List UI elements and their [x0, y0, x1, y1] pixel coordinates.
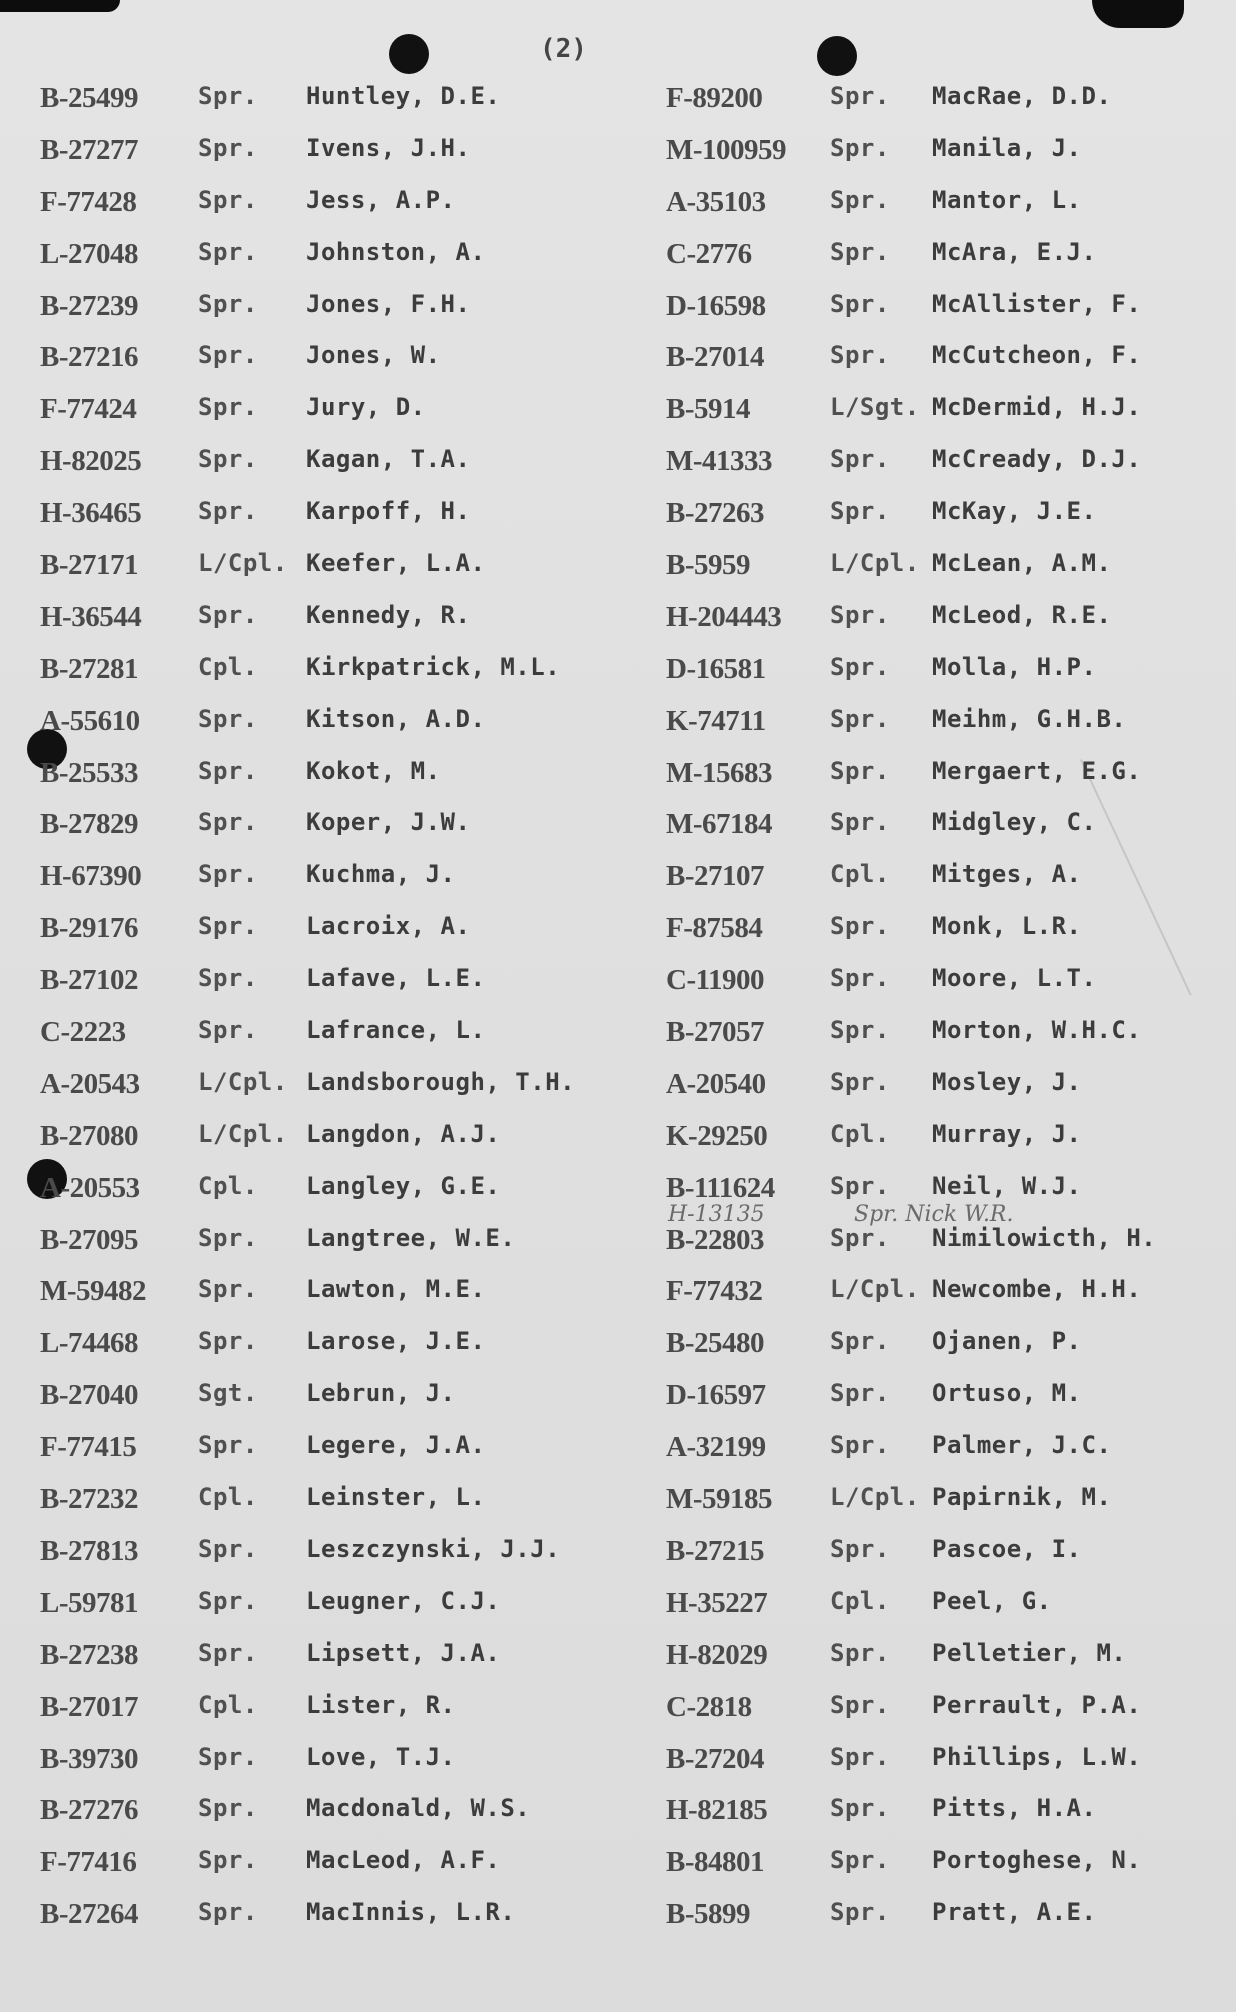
roster-entry — [666, 860, 1226, 912]
roster-entry — [666, 497, 1226, 549]
soldier-number: B-27281 — [40, 652, 138, 685]
soldier-name: Macdonald, W.S. — [306, 1794, 531, 1823]
soldier-rank: Cpl. — [830, 860, 890, 889]
soldier-name: Lawton, M.E. — [306, 1275, 486, 1304]
roster-entry — [40, 1327, 600, 1379]
soldier-rank: Spr. — [830, 964, 890, 993]
soldier-rank: Cpl. — [830, 1586, 890, 1615]
soldier-rank: Spr. — [198, 704, 258, 733]
roster-entry — [40, 1846, 600, 1898]
soldier-name: Kagan, T.A. — [306, 445, 471, 474]
soldier-rank: Spr. — [830, 1223, 890, 1252]
soldier-rank: Spr. — [830, 1690, 890, 1719]
soldier-rank: Spr. — [198, 1016, 258, 1045]
soldier-name: Leinster, L. — [306, 1483, 486, 1512]
soldier-number: D-16598 — [666, 289, 766, 322]
roster-entry — [40, 1587, 600, 1639]
roster-entry — [666, 1016, 1226, 1068]
soldier-name: Lebrun, J. — [306, 1379, 456, 1408]
soldier-number: B-27216 — [40, 341, 138, 374]
roster-entry — [40, 1535, 600, 1587]
soldier-name: Mitges, A. — [932, 860, 1082, 889]
soldier-rank: Spr. — [830, 756, 890, 785]
roster-entry — [40, 1016, 600, 1068]
soldier-number: F-87584 — [666, 912, 763, 945]
soldier-rank: Spr. — [830, 237, 890, 266]
roster-entry — [666, 238, 1226, 290]
soldier-number: B-5959 — [666, 549, 750, 582]
soldier-name: Papirnik, M. — [932, 1483, 1112, 1512]
soldier-name: Neil, W.J. — [932, 1171, 1082, 1200]
soldier-rank: Spr. — [198, 756, 258, 785]
soldier-name: Pelletier, M. — [932, 1638, 1127, 1667]
soldier-number: F-77415 — [40, 1431, 137, 1464]
soldier-number: A-55610 — [40, 704, 140, 737]
soldier-number: H-82185 — [666, 1794, 768, 1827]
soldier-rank: Spr. — [830, 185, 890, 214]
roster-entry — [40, 912, 600, 964]
soldier-name: Ojanen, P. — [932, 1327, 1082, 1356]
soldier-rank: Spr. — [830, 445, 890, 474]
soldier-name: Moore, L.T. — [932, 964, 1097, 993]
soldier-rank: Spr. — [830, 600, 890, 629]
soldier-number: H-36465 — [40, 497, 142, 530]
soldier-number: B-27813 — [40, 1534, 138, 1567]
soldier-rank: Spr. — [830, 133, 890, 162]
roster-entry — [40, 445, 600, 497]
soldier-rank: Spr. — [830, 1794, 890, 1823]
soldier-rank: L/Cpl. — [830, 549, 920, 578]
soldier-number: H-82029 — [666, 1638, 768, 1671]
soldier-name: MacRae, D.D. — [932, 82, 1112, 110]
soldier-rank: Spr. — [198, 1742, 258, 1771]
roster-entry — [40, 705, 600, 757]
soldier-number: B-27829 — [40, 808, 138, 841]
soldier-name: Pascoe, I. — [932, 1534, 1082, 1563]
soldier-rank: Spr. — [198, 185, 258, 214]
roster-entry — [666, 1379, 1226, 1431]
soldier-name: Palmer, J.C. — [932, 1431, 1112, 1460]
soldier-number: B-5914 — [666, 393, 750, 426]
soldier-number: B-27277 — [40, 133, 138, 166]
soldier-number: B-27276 — [40, 1794, 138, 1827]
soldier-rank: Spr. — [198, 133, 258, 162]
soldier-name: Jones, W. — [306, 341, 441, 370]
roster-entry — [666, 82, 1226, 134]
roster-entry — [40, 1431, 600, 1483]
soldier-number: H-36544 — [40, 600, 142, 633]
roster-entry — [666, 705, 1226, 757]
soldier-rank: Spr. — [830, 341, 890, 370]
soldier-number: K-74711 — [666, 704, 766, 737]
roster-entry — [666, 1691, 1226, 1743]
soldier-name: Kirkpatrick, M.L. — [306, 652, 561, 681]
soldier-rank: Spr. — [830, 1379, 890, 1408]
roster-entry — [40, 808, 600, 860]
soldier-rank: Spr. — [830, 912, 890, 941]
soldier-number: M-67184 — [666, 808, 773, 841]
soldier-name: Ortuso, M. — [932, 1379, 1082, 1408]
soldier-number: H-35227 — [666, 1586, 768, 1619]
torn-corner-top-right — [1092, 0, 1184, 28]
soldier-rank: Spr. — [198, 964, 258, 993]
roster-entry — [40, 1224, 600, 1276]
soldier-rank: L/Cpl. — [198, 1067, 288, 1096]
soldier-name: Jess, A.P. — [306, 185, 456, 214]
soldier-rank: Spr. — [198, 1431, 258, 1460]
soldier-name: Keefer, L.A. — [306, 549, 486, 578]
soldier-number: B-27204 — [666, 1742, 764, 1775]
roster-entry — [666, 1535, 1226, 1587]
soldier-rank: Spr. — [830, 1327, 890, 1356]
roster-entry — [40, 1275, 600, 1327]
roster-entry — [40, 757, 600, 809]
soldier-name: Landsborough, T.H. — [306, 1067, 576, 1096]
roster-entry — [40, 186, 600, 238]
soldier-number: L-27048 — [40, 237, 138, 270]
soldier-name: Monk, L.R. — [932, 912, 1082, 941]
soldier-number: F-77428 — [40, 185, 137, 218]
roster-entry — [40, 601, 600, 653]
soldier-number: A-35103 — [666, 185, 766, 218]
soldier-number: B-27017 — [40, 1690, 138, 1723]
soldier-number: B-27014 — [666, 341, 764, 374]
roster-entry — [666, 757, 1226, 809]
roster-entry — [40, 964, 600, 1016]
roster-entry — [666, 1587, 1226, 1639]
roster-entry — [666, 1275, 1226, 1327]
roster-entry — [40, 1743, 600, 1795]
soldier-name: Kokot, M. — [306, 756, 441, 785]
soldier-number: C-2776 — [666, 237, 752, 270]
soldier-number: H-82025 — [40, 445, 142, 478]
soldier-rank: Spr. — [198, 1846, 258, 1875]
soldier-name: Midgley, C. — [932, 808, 1097, 837]
soldier-name: Mergaert, E.G. — [932, 756, 1142, 785]
soldier-number: B-27171 — [40, 549, 138, 582]
soldier-name: Peel, G. — [932, 1586, 1052, 1615]
soldier-number: B-27232 — [40, 1483, 138, 1516]
soldier-rank: Spr. — [198, 445, 258, 474]
soldier-rank: Spr. — [198, 237, 258, 266]
soldier-rank: L/Sgt. — [830, 393, 920, 422]
roster-entry — [40, 1172, 600, 1224]
soldier-number: L-74468 — [40, 1327, 138, 1360]
soldier-rank: Spr. — [198, 497, 258, 526]
soldier-rank: Spr. — [198, 289, 258, 318]
soldier-number: B-111624 — [666, 1171, 775, 1204]
soldier-number: B-27095 — [40, 1223, 138, 1256]
roster-entry — [40, 238, 600, 290]
soldier-rank: Spr. — [198, 82, 258, 110]
soldier-number: M-100959 — [666, 133, 787, 166]
roster-entry — [40, 497, 600, 549]
roster-entry — [40, 1483, 600, 1535]
soldier-number: M-41333 — [666, 445, 773, 478]
soldier-number: B-27239 — [40, 289, 138, 322]
roster-entry — [40, 393, 600, 445]
soldier-number: A-32199 — [666, 1431, 766, 1464]
roster-entry — [40, 1639, 600, 1691]
roster-entry — [666, 1068, 1226, 1120]
soldier-name: McAra, E.J. — [932, 237, 1097, 266]
soldier-rank: Spr. — [830, 652, 890, 681]
soldier-name: Love, T.J. — [306, 1742, 456, 1771]
soldier-name: Karpoff, H. — [306, 497, 471, 526]
soldier-number: M-15683 — [666, 756, 773, 789]
soldier-rank: Cpl. — [198, 652, 258, 681]
soldier-rank: Spr. — [198, 600, 258, 629]
soldier-rank: Spr. — [198, 912, 258, 941]
soldier-rank: Spr. — [198, 808, 258, 837]
soldier-number: B-27215 — [666, 1534, 764, 1567]
soldier-number: A-20540 — [666, 1067, 766, 1100]
soldier-name: Phillips, L.W. — [932, 1742, 1142, 1771]
roster-entry — [666, 1898, 1226, 1950]
soldier-rank: Cpl. — [198, 1171, 258, 1200]
soldier-name: Portoghese, N. — [932, 1846, 1142, 1875]
soldier-number: B-27057 — [666, 1016, 764, 1049]
soldier-rank: Spr. — [198, 341, 258, 370]
roster-entry — [666, 1794, 1226, 1846]
soldier-rank: Spr. — [830, 497, 890, 526]
soldier-name: Leszczynski, J.J. — [306, 1534, 561, 1563]
soldier-rank: Spr. — [830, 1067, 890, 1096]
soldier-name: Kitson, A.D. — [306, 704, 486, 733]
soldier-number: C-2818 — [666, 1690, 752, 1723]
soldier-number: F-77432 — [666, 1275, 763, 1308]
soldier-name: McLean, A.M. — [932, 549, 1112, 578]
punch-hole-top-left — [389, 34, 429, 74]
soldier-number: M-59482 — [40, 1275, 147, 1308]
soldier-name: Meihm, G.H.B. — [932, 704, 1127, 733]
soldier-rank: Spr. — [830, 1534, 890, 1563]
soldier-number: B-25499 — [40, 82, 138, 114]
roster-entry — [666, 445, 1226, 497]
soldier-name: Lafrance, L. — [306, 1016, 486, 1045]
soldier-rank: Spr. — [198, 1223, 258, 1252]
soldier-number: K-29250 — [666, 1119, 768, 1152]
soldier-name: Perrault, P.A. — [932, 1690, 1142, 1719]
roster-entry — [666, 1846, 1226, 1898]
soldier-rank: Spr. — [830, 82, 890, 110]
handwritten-name: Spr. Nick W.R. — [854, 1202, 1014, 1227]
roster-entry — [40, 1691, 600, 1743]
soldier-number: B-27040 — [40, 1379, 138, 1412]
roster-entry — [666, 1120, 1226, 1172]
roster-entry — [666, 134, 1226, 186]
soldier-name: Langdon, A.J. — [306, 1119, 501, 1148]
roster-entry — [666, 341, 1226, 393]
roster-entry — [666, 393, 1226, 445]
soldier-rank: L/Cpl. — [830, 1275, 920, 1304]
soldier-number: D-16597 — [666, 1379, 766, 1412]
soldier-number: C-2223 — [40, 1016, 126, 1049]
page-number: (2) — [540, 34, 587, 64]
soldier-rank: Spr. — [830, 704, 890, 733]
soldier-number: B-27263 — [666, 497, 764, 530]
soldier-rank: Spr. — [198, 860, 258, 889]
soldier-name: Lafave, L.E. — [306, 964, 486, 993]
punch-hole-top-right — [817, 36, 857, 76]
soldier-number: B-27238 — [40, 1638, 138, 1671]
right-roster-column — [666, 82, 1226, 1950]
soldier-number: L-59781 — [40, 1586, 138, 1619]
soldier-number: F-77416 — [40, 1846, 137, 1879]
roster-entry — [666, 601, 1226, 653]
roster-entry — [40, 1379, 600, 1431]
soldier-number: F-77424 — [40, 393, 137, 426]
soldier-number: B-29176 — [40, 912, 138, 945]
roster-entry — [666, 1327, 1226, 1379]
soldier-name: Mosley, J. — [932, 1067, 1082, 1096]
soldier-rank: Spr. — [198, 1275, 258, 1304]
soldier-number: D-16581 — [666, 652, 766, 685]
soldier-rank: Spr. — [198, 1586, 258, 1615]
soldier-name: Lipsett, J.A. — [306, 1638, 501, 1667]
soldier-number: C-11900 — [666, 964, 764, 997]
roster-entry — [40, 549, 600, 601]
roster-entry — [40, 290, 600, 342]
soldier-rank: L/Cpl. — [198, 1119, 288, 1148]
roster-entry — [666, 1431, 1226, 1483]
soldier-name: Molla, H.P. — [932, 652, 1097, 681]
roster-entry — [666, 290, 1226, 342]
handwritten-number: H-13135 — [668, 1202, 765, 1227]
roster-entry — [40, 1794, 600, 1846]
soldier-name: McCutcheon, F. — [932, 341, 1142, 370]
soldier-number: B-25533 — [40, 756, 138, 789]
soldier-name: Pitts, H.A. — [932, 1794, 1097, 1823]
soldier-name: Huntley, D.E. — [306, 82, 501, 110]
soldier-name: McLeod, R.E. — [932, 600, 1112, 629]
roster-entry — [666, 186, 1226, 238]
soldier-number: B-27102 — [40, 964, 138, 997]
soldier-rank: Spr. — [830, 1171, 890, 1200]
soldier-rank: Spr. — [198, 393, 258, 422]
soldier-rank: Spr. — [830, 1898, 890, 1927]
roster-entry — [40, 860, 600, 912]
roster-entry — [40, 1898, 600, 1950]
soldier-name: Larose, J.E. — [306, 1327, 486, 1356]
soldier-number: A-20553 — [40, 1171, 140, 1204]
soldier-number: H-204443 — [666, 600, 782, 633]
roster-entry — [666, 912, 1226, 964]
soldier-name: Murray, J. — [932, 1119, 1082, 1148]
soldier-number: B-27264 — [40, 1898, 138, 1931]
roster-entry — [666, 964, 1226, 1016]
soldier-number: B-27107 — [666, 860, 764, 893]
soldier-name: Langtree, W.E. — [306, 1223, 516, 1252]
torn-corner-top-left — [0, 0, 120, 12]
soldier-name: Nimilowicth, H. — [932, 1223, 1157, 1252]
soldier-name: Ivens, J.H. — [306, 133, 471, 162]
soldier-number: H-67390 — [40, 860, 142, 893]
soldier-rank: L/Cpl. — [830, 1483, 920, 1512]
soldier-rank: L/Cpl. — [198, 549, 288, 578]
soldier-name: Mantor, L. — [932, 185, 1082, 214]
roster-entry — [666, 808, 1226, 860]
soldier-number: B-84801 — [666, 1846, 764, 1879]
soldier-name: Kennedy, R. — [306, 600, 471, 629]
roster-entry — [666, 1639, 1226, 1691]
soldier-rank: Sgt. — [198, 1379, 258, 1408]
soldier-name: McAllister, F. — [932, 289, 1142, 318]
soldier-rank: Spr. — [198, 1638, 258, 1667]
soldier-name: Morton, W.H.C. — [932, 1016, 1142, 1045]
soldier-number: M-59185 — [666, 1483, 773, 1516]
soldier-name: McKay, J.E. — [932, 497, 1097, 526]
roster-entry — [40, 82, 600, 134]
soldier-name: McCready, D.J. — [932, 445, 1142, 474]
soldier-number: A-20543 — [40, 1067, 140, 1100]
soldier-name: Jury, D. — [306, 393, 426, 422]
roster-entry — [40, 653, 600, 705]
soldier-name: Leugner, C.J. — [306, 1586, 501, 1615]
soldier-number: B-39730 — [40, 1742, 138, 1775]
soldier-rank: Spr. — [198, 1898, 258, 1927]
soldier-rank: Spr. — [830, 289, 890, 318]
roster-entry — [666, 653, 1226, 705]
soldier-name: Newcombe, H.H. — [932, 1275, 1142, 1304]
soldier-name: Lister, R. — [306, 1690, 456, 1719]
soldier-name: Lacroix, A. — [306, 912, 471, 941]
roster-entry — [666, 1483, 1226, 1535]
soldier-name: Langley, G.E. — [306, 1171, 501, 1200]
soldier-number: B-5899 — [666, 1898, 750, 1931]
soldier-name: Pratt, A.E. — [932, 1898, 1097, 1927]
soldier-rank: Spr. — [830, 1638, 890, 1667]
handwritten-annotation — [666, 1202, 1126, 1232]
soldier-name: Kuchma, J. — [306, 860, 456, 889]
soldier-rank: Cpl. — [198, 1483, 258, 1512]
soldier-rank: Spr. — [830, 1016, 890, 1045]
roster-entry — [666, 549, 1226, 601]
soldier-rank: Spr. — [830, 808, 890, 837]
soldier-rank: Spr. — [198, 1534, 258, 1563]
soldier-number: B-25480 — [666, 1327, 764, 1360]
soldier-number: B-22803 — [666, 1223, 764, 1256]
soldier-rank: Spr. — [198, 1327, 258, 1356]
roster-entry — [40, 1120, 600, 1172]
soldier-rank: Spr. — [830, 1846, 890, 1875]
roster-entry — [40, 1068, 600, 1120]
soldier-rank: Spr. — [198, 1794, 258, 1823]
roster-entry — [40, 134, 600, 186]
soldier-rank: Cpl. — [830, 1119, 890, 1148]
soldier-name: Johnston, A. — [306, 237, 486, 266]
soldier-number: B-27080 — [40, 1119, 138, 1152]
soldier-name: Koper, J.W. — [306, 808, 471, 837]
soldier-name: Legere, J.A. — [306, 1431, 486, 1460]
soldier-rank: Cpl. — [198, 1690, 258, 1719]
soldier-name: Manila, J. — [932, 133, 1082, 162]
soldier-name: Jones, F.H. — [306, 289, 471, 318]
soldier-number: F-89200 — [666, 82, 763, 114]
soldier-name: McDermid, H.J. — [932, 393, 1142, 422]
soldier-rank: Spr. — [830, 1431, 890, 1460]
roster-entry — [40, 341, 600, 393]
left-roster-column — [40, 82, 600, 1950]
roster-entry — [666, 1743, 1226, 1795]
soldier-rank: Spr. — [830, 1742, 890, 1771]
soldier-name: MacInnis, L.R. — [306, 1898, 516, 1927]
soldier-name: MacLeod, A.F. — [306, 1846, 501, 1875]
